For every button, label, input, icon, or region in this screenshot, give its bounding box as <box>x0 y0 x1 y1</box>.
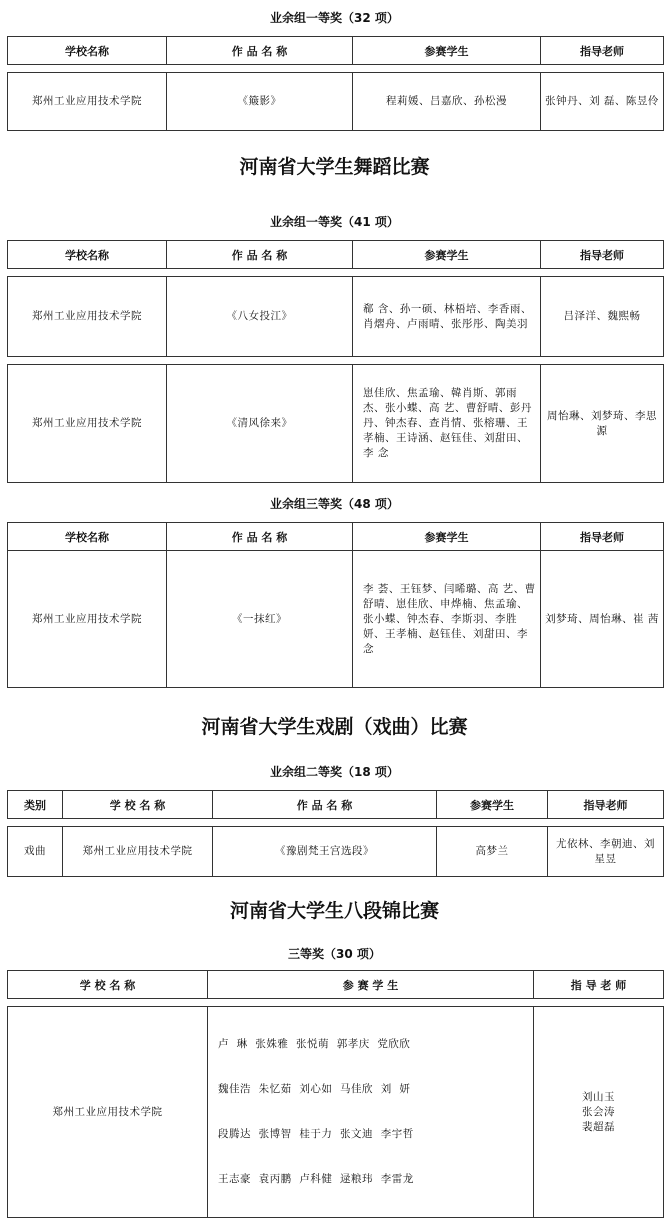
teachers-cell <box>534 1007 664 1218</box>
student-line: 魏佳浩 朱忆茹 刘心如 马佳欣 刘 妍 <box>218 1083 411 1095</box>
award-caption: 业余组二等奖（18 项） <box>270 765 399 779</box>
school-cell: 郑州工业应用技术学院 <box>8 365 167 483</box>
work-cell: 《豫剧梵王宫选段》 <box>213 827 437 877</box>
students-cell: 郗 含、孙一硕、林梧培、李香雨、肖熠舟、卢雨晴、张彤彤、陶美羽 <box>353 277 541 357</box>
col-header-teachers: 指导老师 <box>548 791 664 819</box>
award-table <box>7 790 664 877</box>
school-cell: 郑州工业应用技术学院 <box>8 551 167 688</box>
students-cell <box>208 1007 534 1218</box>
col-header-work: 作 品 名 称 <box>167 523 353 551</box>
col-header-students: 参赛学生 <box>353 241 541 269</box>
award-caption: 业余组一等奖（41 项） <box>270 215 399 229</box>
col-header-school: 学校名称 <box>8 523 167 551</box>
col-header-students: 参赛学生 <box>353 523 541 551</box>
school-cell: 郑州工业应用技术学院 <box>8 277 167 357</box>
work-cell: 《一抹红》 <box>167 551 353 688</box>
section-title-baduanjin: 河南省大学生八段锦比赛 <box>229 900 439 922</box>
students-cell: 高梦兰 <box>437 827 548 877</box>
col-header-students: 参 赛 学 生 <box>208 971 534 999</box>
award-table <box>7 36 664 131</box>
col-header-teachers: 指导老师 <box>541 37 664 65</box>
table-row <box>8 365 664 483</box>
award-table <box>7 522 664 688</box>
section-title-dance: 河南省大学生舞蹈比赛 <box>239 156 430 178</box>
students-cell: 程莉媛、吕嘉欣、孙松漫 <box>353 73 541 131</box>
award-caption: 业余组三等奖（48 项） <box>270 497 399 511</box>
school-cell: 郑州工业应用技术学院 <box>63 827 213 877</box>
teacher-line: 刘山玉 <box>582 1090 615 1103</box>
award-caption: 三等奖（30 项） <box>288 947 381 961</box>
work-cell: 《清风徐来》 <box>167 365 353 483</box>
table-row <box>8 73 664 131</box>
award-table <box>7 240 664 483</box>
students-cell: 崽佳欣、焦孟瑜、韓肖斯、郭雨杰、张小蝶、高 艺、曹舒晴、彭丹丹、钟杰春、查肖情、张榕珊、王孝楠、王诗涵、赵钰佳、刘甜田、李 念 <box>353 365 541 483</box>
table-row <box>8 277 664 357</box>
teacher-line: 裴超磊 <box>582 1120 615 1133</box>
award-table <box>7 970 664 1218</box>
col-header-school: 学 校 名 称 <box>63 791 213 819</box>
col-header-students: 参赛学生 <box>437 791 548 819</box>
col-header-work: 作 品 名 称 <box>167 37 353 65</box>
col-header-students: 参赛学生 <box>353 37 541 65</box>
students-cell: 李 荟、王钰梦、闫晞璐、高 艺、曹舒晴、崽佳欣、申烨楠、焦孟瑜、张小蝶、钟杰春、李斯羽、李胜妍、王孝楠、赵钰佳、刘甜田、李 念 <box>353 551 541 688</box>
teachers-cell: 刘梦琦、周怡琳、崔 茜 <box>541 551 664 688</box>
col-header-teachers: 指 导 老 师 <box>534 971 664 999</box>
col-header-work: 作 品 名 称 <box>213 791 437 819</box>
student-line: 段腾达 张博智 桂于力 张文迪 李宇哲 <box>218 1128 414 1140</box>
teachers-cell: 吕泽洋、魏熙畅 <box>541 277 664 357</box>
school-cell: 郑州工业应用技术学院 <box>8 1007 208 1218</box>
teacher-line: 张会涛 <box>582 1105 615 1118</box>
col-header-teachers: 指导老师 <box>541 241 664 269</box>
col-header-work: 作 品 名 称 <box>167 241 353 269</box>
col-header-school: 学校名称 <box>8 37 167 65</box>
section-title-drama: 河南省大学生戏剧（戏曲）比赛 <box>201 716 468 738</box>
student-line: 王志豪 袁丙鹏 卢科健 逯粮玮 李雷龙 <box>218 1173 414 1185</box>
col-header-school: 学校名称 <box>8 241 167 269</box>
col-header-teachers: 指导老师 <box>541 523 664 551</box>
student-line: 卢 琳 张姝雅 张悦萌 郭孝庆 党欣欣 <box>218 1038 411 1050</box>
col-header-category: 类别 <box>8 791 63 819</box>
table-row <box>8 551 664 688</box>
table-row <box>8 827 664 877</box>
category-cell: 戏曲 <box>8 827 63 877</box>
teachers-cell: 尤依林、李朝迪、刘星昱 <box>548 827 664 877</box>
table-row <box>8 1007 664 1218</box>
work-cell: 《簸影》 <box>167 73 353 131</box>
teachers-cell: 张钟丹、刘 磊、陈昱伶 <box>541 73 664 131</box>
school-cell: 郑州工业应用技术学院 <box>8 73 167 131</box>
work-cell: 《八女投江》 <box>167 277 353 357</box>
col-header-school: 学 校 名 称 <box>8 971 208 999</box>
teachers-cell: 周怡琳、刘梦琦、李思源 <box>541 365 664 483</box>
award-caption: 业余组一等奖（32 项） <box>270 11 399 25</box>
